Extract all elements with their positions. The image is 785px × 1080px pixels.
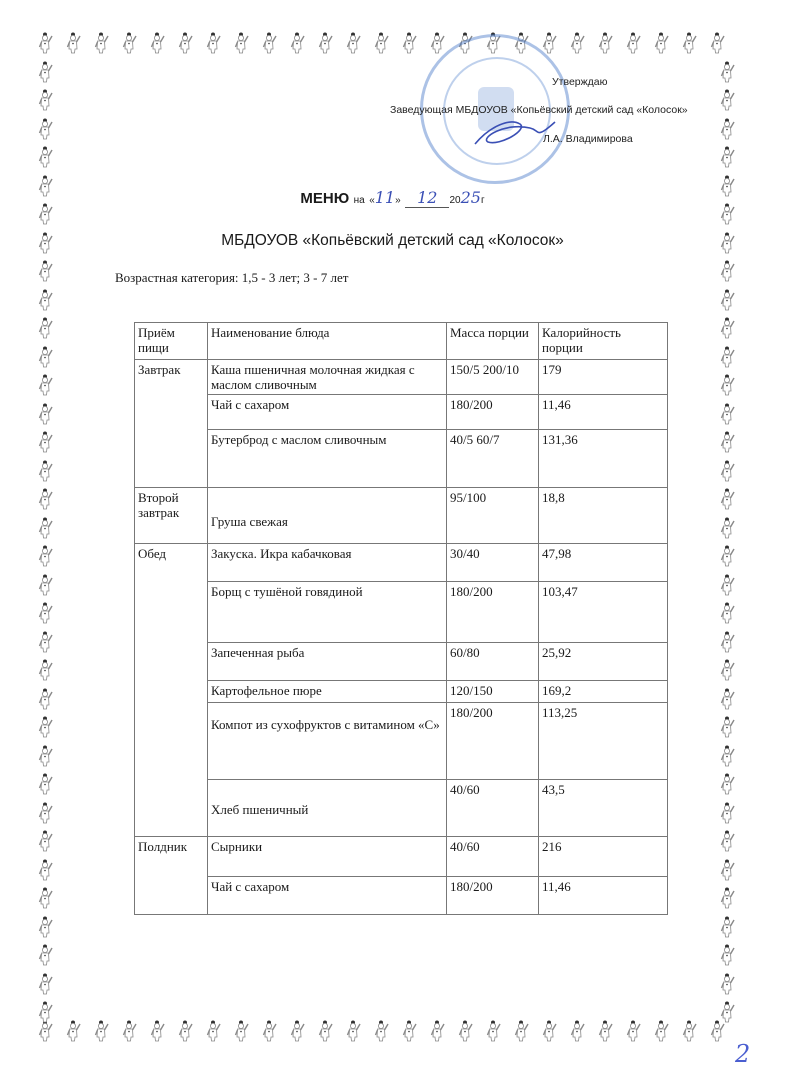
mass-cell: 40/5 60/7 <box>447 430 539 488</box>
dish-cell: Компот из сухофруктов с витамином «С» <box>208 703 447 780</box>
child-figure-icon <box>720 659 736 681</box>
mass-cell: 120/150 <box>447 681 539 703</box>
child-figure-icon <box>626 1020 642 1042</box>
child-figure-icon <box>38 289 54 311</box>
mass-cell: 180/200 <box>447 582 539 643</box>
child-figure-icon <box>374 32 390 54</box>
meal-cell: Обед <box>135 544 208 837</box>
dish-cell: Каша пшеничная молочная жидкая с маслом сливочным <box>208 360 447 395</box>
child-figure-icon <box>682 1020 698 1042</box>
child-figure-icon <box>38 1001 54 1023</box>
child-figure-icon <box>458 1020 474 1042</box>
menu-table <box>134 322 668 915</box>
mass-cell: 95/100 <box>447 488 539 544</box>
child-figure-icon <box>720 89 736 111</box>
child-figure-icon <box>234 32 250 54</box>
child-figure-icon <box>206 32 222 54</box>
child-figure-icon <box>38 602 54 624</box>
kcal-cell: 113,25 <box>539 703 668 780</box>
child-figure-icon <box>38 859 54 881</box>
child-figure-icon <box>654 32 670 54</box>
child-figure-icon <box>720 574 736 596</box>
child-figure-icon <box>94 1020 110 1042</box>
child-figure-icon <box>598 32 614 54</box>
table-row <box>135 488 668 544</box>
child-figure-icon <box>318 32 334 54</box>
child-figure-icon <box>178 1020 194 1042</box>
page-number: 2 <box>735 1040 751 1068</box>
child-figure-icon <box>38 916 54 938</box>
child-figure-icon <box>720 602 736 624</box>
age-category: Возрастная категория: 1,5 - 3 лет; 3 - 7 лет <box>115 270 349 285</box>
child-figure-icon <box>38 61 54 83</box>
child-figure-icon <box>234 1020 250 1042</box>
child-figure-icon <box>430 1020 446 1042</box>
child-figure-icon <box>542 1020 558 1042</box>
table-row <box>135 837 668 877</box>
kcal-cell: 47,98 <box>539 544 668 582</box>
child-figure-icon <box>720 517 736 539</box>
mass-cell: 40/60 <box>447 837 539 877</box>
menu-title <box>0 188 785 208</box>
mass-cell: 30/40 <box>447 544 539 582</box>
child-figure-icon <box>150 32 166 54</box>
child-figure-icon <box>38 944 54 966</box>
child-figure-icon <box>38 631 54 653</box>
child-figure-icon <box>374 1020 390 1042</box>
child-figure-icon <box>486 1020 502 1042</box>
child-figure-icon <box>38 146 54 168</box>
mass-cell: 150/5 200/10 <box>447 360 539 395</box>
kcal-cell: 11,46 <box>539 877 668 915</box>
dish-cell: Закуска. Икра кабачковая <box>208 544 447 582</box>
dish-cell: Бутерброд с маслом сливочным <box>208 430 447 488</box>
child-figure-icon <box>570 1020 586 1042</box>
kcal-cell: 216 <box>539 837 668 877</box>
child-figure-icon <box>38 802 54 824</box>
kcal-cell: 103,47 <box>539 582 668 643</box>
child-figure-icon <box>38 260 54 282</box>
child-figure-icon <box>38 317 54 339</box>
on-word: на <box>353 195 365 206</box>
child-figure-icon <box>720 716 736 738</box>
dish-cell: Груша свежая <box>208 488 447 544</box>
child-figure-icon <box>38 1020 54 1042</box>
kcal-cell: 179 <box>539 360 668 395</box>
child-figure-icon <box>38 403 54 425</box>
child-figure-icon <box>38 32 54 54</box>
kcal-cell: 11,46 <box>539 395 668 430</box>
child-figure-icon <box>66 32 82 54</box>
mass-cell: 60/80 <box>447 643 539 681</box>
child-figure-icon <box>720 317 736 339</box>
child-figure-icon <box>720 146 736 168</box>
child-figure-icon <box>38 517 54 539</box>
child-figure-icon <box>720 1001 736 1023</box>
child-figure-icon <box>38 688 54 710</box>
child-figure-icon <box>38 773 54 795</box>
child-figure-icon <box>38 830 54 852</box>
child-figure-icon <box>682 32 698 54</box>
kcal-cell: 43,5 <box>539 780 668 837</box>
child-figure-icon <box>66 1020 82 1042</box>
child-figure-icon <box>720 916 736 938</box>
column-header: Наименование блюда <box>208 323 447 360</box>
child-figure-icon <box>720 403 736 425</box>
close-quote: » <box>395 195 401 206</box>
column-header: Приём пищи <box>135 323 208 360</box>
table-row <box>135 703 668 780</box>
table-row <box>135 877 668 915</box>
child-figure-icon <box>720 61 736 83</box>
child-figure-icon <box>38 89 54 111</box>
date-day: 11 <box>374 188 396 207</box>
child-figure-icon <box>514 1020 530 1042</box>
child-figure-icon <box>402 1020 418 1042</box>
dish-cell: Сырники <box>208 837 447 877</box>
dish-cell: Чай с сахаром <box>208 395 447 430</box>
child-figure-icon <box>720 460 736 482</box>
child-figure-icon <box>122 1020 138 1042</box>
child-figure-icon <box>720 488 736 510</box>
child-figure-icon <box>262 32 278 54</box>
date-month: 12 <box>405 188 449 208</box>
child-figure-icon <box>570 32 586 54</box>
child-figure-icon <box>720 745 736 767</box>
approver-name: Л.А. Владимирова <box>543 133 633 145</box>
child-figure-icon <box>206 1020 222 1042</box>
child-figure-icon <box>38 374 54 396</box>
child-figure-icon <box>720 631 736 653</box>
mass-cell: 180/200 <box>447 703 539 780</box>
child-figure-icon <box>720 887 736 909</box>
table-row <box>135 544 668 582</box>
table-row <box>135 681 668 703</box>
child-figure-icon <box>720 830 736 852</box>
table-row <box>135 360 668 395</box>
child-figure-icon <box>290 1020 306 1042</box>
mass-cell: 180/200 <box>447 877 539 915</box>
dish-cell: Чай с сахаром <box>208 877 447 915</box>
child-figure-icon <box>150 1020 166 1042</box>
meal-cell: Второй завтрак <box>135 488 208 544</box>
child-figure-icon <box>710 1020 726 1042</box>
child-figure-icon <box>38 659 54 681</box>
approver-position: Заведующая МБДОУОВ «Копьёвский детский сад «Колосок» <box>390 104 688 116</box>
dish-cell: Борщ с тушёной говядиной <box>208 582 447 643</box>
child-figure-icon <box>654 1020 670 1042</box>
kcal-cell: 25,92 <box>539 643 668 681</box>
mass-cell: 40/60 <box>447 780 539 837</box>
column-header: Масса порции <box>447 323 539 360</box>
column-header: Калорийность порции <box>539 323 668 360</box>
year-prefix: 20 <box>449 195 461 206</box>
kcal-cell: 131,36 <box>539 430 668 488</box>
child-figure-icon <box>94 32 110 54</box>
table-row <box>135 643 668 681</box>
open-quote: « <box>369 195 375 206</box>
child-figure-icon <box>38 716 54 738</box>
child-figure-icon <box>720 260 736 282</box>
child-figure-icon <box>626 32 642 54</box>
dish-cell: Запеченная рыба <box>208 643 447 681</box>
child-figure-icon <box>598 1020 614 1042</box>
table-row <box>135 430 668 488</box>
child-figure-icon <box>720 688 736 710</box>
child-figure-icon <box>346 1020 362 1042</box>
child-figure-icon <box>402 32 418 54</box>
dish-cell: Хлеб пшеничный <box>208 780 447 837</box>
child-figure-icon <box>38 346 54 368</box>
child-figure-icon <box>720 431 736 453</box>
child-figure-icon <box>720 859 736 881</box>
child-figure-icon <box>720 118 736 140</box>
meal-cell: Полдник <box>135 837 208 915</box>
table-row <box>135 395 668 430</box>
meal-cell: Завтрак <box>135 360 208 488</box>
child-figure-icon <box>720 973 736 995</box>
mass-cell: 180/200 <box>447 395 539 430</box>
child-figure-icon <box>720 374 736 396</box>
child-figure-icon <box>38 574 54 596</box>
kcal-cell: 169,2 <box>539 681 668 703</box>
child-figure-icon <box>720 944 736 966</box>
child-figure-icon <box>290 32 306 54</box>
child-figure-icon <box>262 1020 278 1042</box>
year-unit: г <box>480 195 485 206</box>
child-figure-icon <box>38 887 54 909</box>
child-figure-icon <box>38 460 54 482</box>
child-figure-icon <box>720 773 736 795</box>
table-row <box>135 780 668 837</box>
child-figure-icon <box>38 973 54 995</box>
table-row <box>135 582 668 643</box>
menu-word: МЕНЮ <box>300 190 350 207</box>
child-figure-icon <box>38 118 54 140</box>
child-figure-icon <box>542 32 558 54</box>
kcal-cell: 18,8 <box>539 488 668 544</box>
child-figure-icon <box>38 545 54 567</box>
dish-cell: Картофельное пюре <box>208 681 447 703</box>
organization-name: МБДОУОВ «Копьёвский детский сад «Колосок» <box>221 232 564 249</box>
child-figure-icon <box>720 346 736 368</box>
table-header-row <box>135 323 668 360</box>
child-figure-icon <box>720 545 736 567</box>
approve-label: Утверждаю <box>552 76 608 88</box>
child-figure-icon <box>178 32 194 54</box>
child-figure-icon <box>720 289 736 311</box>
child-figure-icon <box>346 32 362 54</box>
child-figure-icon <box>38 488 54 510</box>
child-figure-icon <box>122 32 138 54</box>
child-figure-icon <box>710 32 726 54</box>
year-suffix: 25 <box>460 188 481 207</box>
child-figure-icon <box>318 1020 334 1042</box>
child-figure-icon <box>38 431 54 453</box>
child-figure-icon <box>38 745 54 767</box>
child-figure-icon <box>720 802 736 824</box>
child-figure-icon <box>430 32 446 54</box>
